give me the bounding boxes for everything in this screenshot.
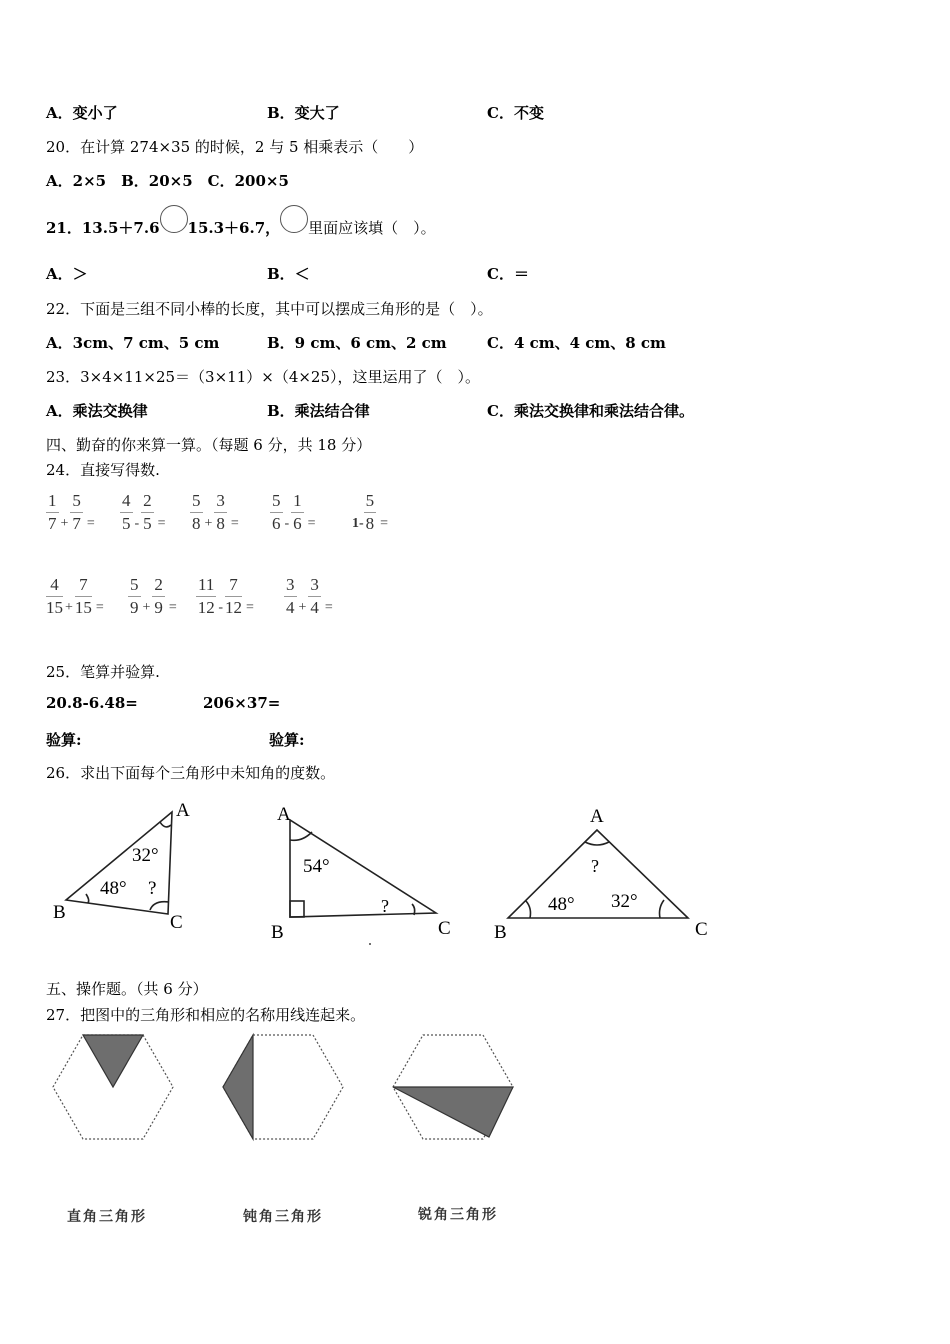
hexagon-2 [223, 1035, 343, 1139]
tri3-vertex-a: A [590, 806, 604, 827]
section-5-heading: 五、操作题。（共 6 分） [46, 980, 208, 998]
blank-circle [280, 205, 308, 233]
tri3-vertex-b: B [494, 922, 507, 943]
tri1-angle-a: 32° [132, 845, 159, 866]
q25-expr1: 20.8-6.48= [46, 694, 138, 712]
q22-option-c: C．4 cm、4 cm、8 cm [487, 334, 666, 352]
q20-stem: 20．在计算 274×35 的时候，2 与 5 相乘表示（ ） [46, 138, 424, 156]
q22-option-a: A．3cm、7 cm、5 cm [46, 334, 220, 352]
tri1-angle-b: 48° [100, 878, 127, 899]
q19-option-b: B．变大了 [267, 104, 340, 122]
hexagon-3 [393, 1035, 513, 1139]
tri2-vertex-c: C [438, 918, 451, 939]
q25-check1: 验算: [46, 731, 82, 749]
q23-option-c: C．乘法交换律和乘法结合律。 [487, 402, 694, 420]
shaded-triangle-3 [393, 1087, 513, 1137]
q21-option-a: A．＞ [46, 265, 88, 283]
fraction-expr: $\frac{5}{9}$ + $\frac{2}{9}$ = [130, 575, 177, 617]
fraction-expr: $\frac{11}{12}$ - $\frac{7}{12}$ = [197, 575, 254, 617]
stray-dot [369, 943, 371, 945]
q23-option-a: A．乘法交换律 [46, 402, 148, 420]
q25-expr2: 206×37= [203, 694, 281, 712]
shaded-triangle-2 [223, 1035, 253, 1139]
label-right-triangle: 直角三角形 [67, 1209, 147, 1225]
tri2-unknown: ? [381, 896, 389, 916]
q24-stem: 24．直接写得数. [46, 461, 160, 479]
shaded-triangle-1 [83, 1035, 143, 1087]
q26-stem: 26．求出下面每个三角形中未知角的度数。 [46, 764, 336, 782]
q21-part2: 15.3＋6.7， [187, 219, 281, 237]
fraction-expr: $\frac{5}{8}$ + $\frac{3}{8}$ = [192, 491, 239, 533]
fraction-expr: $\frac{4}{5}$ - $\frac{2}{5}$ = [122, 491, 166, 533]
q21-stem [46, 217, 436, 238]
q22-option-b: B．9 cm、6 cm、2 cm [267, 334, 447, 352]
q19-option-c: C．不变 [487, 104, 544, 122]
tri3-vertex-c: C [695, 919, 708, 940]
fraction-expr: $\frac{5}{6}$ - $\frac{1}{6}$ = [272, 491, 316, 533]
tri2-angle-a: 54° [303, 856, 330, 877]
blank-circle [160, 205, 188, 233]
tri1-vertex-c: C [170, 912, 183, 933]
q26-triangles [0, 790, 950, 960]
tri3-angle-b: 48° [548, 894, 575, 915]
fraction-expr: $\frac{3}{4}$ + $\frac{3}{4}$ = [286, 575, 333, 617]
tri2-vertex-a: A [277, 804, 291, 825]
q25-stem: 25．笔算并验算. [46, 663, 160, 681]
q23-option-b: B．乘法结合律 [267, 402, 370, 420]
q27-stem: 27．把图中的三角形和相应的名称用线连起来。 [46, 1006, 366, 1024]
q23-stem: 23．3×4×11×25＝（3×11）×（4×25），这里运用了（ ）。 [46, 368, 481, 386]
tri1-vertex-b: B [53, 902, 66, 923]
q19-option-a: A．变小了 [46, 104, 118, 122]
fraction-expr: $\frac{4}{15}$ + $\frac{7}{15}$ = [46, 575, 104, 617]
hexagon-1 [53, 1035, 173, 1139]
q25-check2: 验算: [269, 731, 305, 749]
label-acute-triangle: 锐角三角形 [418, 1207, 498, 1223]
q21-option-b: B．＜ [267, 265, 310, 283]
q22-stem: 22．下面是三组不同小棒的长度，其中可以摆成三角形的是（ ）。 [46, 300, 493, 318]
q27-hexagons [0, 1025, 950, 1150]
label-obtuse-triangle: 钝角三角形 [243, 1209, 323, 1225]
tri1-unknown: ? [148, 878, 157, 899]
q21-part1: 21．13.5＋7.6 [46, 219, 160, 237]
tri2-vertex-b: B [271, 922, 284, 943]
tri3-angle-c: 32° [611, 891, 638, 912]
fraction-expr: 1- $\frac{5}{8}$ = [352, 491, 389, 533]
q21-part3: 里面应该填（ ）。 [308, 219, 436, 237]
tri3-unknown: ? [591, 856, 599, 876]
section-4-heading: 四、勤奋的你来算一算。（每题 6 分，共 18 分） [46, 436, 372, 454]
tri1-vertex-a: A [176, 800, 190, 821]
q20-options: A．2×5 B．20×5 C．200×5 [46, 172, 289, 190]
q21-option-c: C．＝ [487, 265, 529, 283]
fraction-expr: $\frac{1}{7}$ + $\frac{5}{7}$ = [48, 491, 95, 533]
